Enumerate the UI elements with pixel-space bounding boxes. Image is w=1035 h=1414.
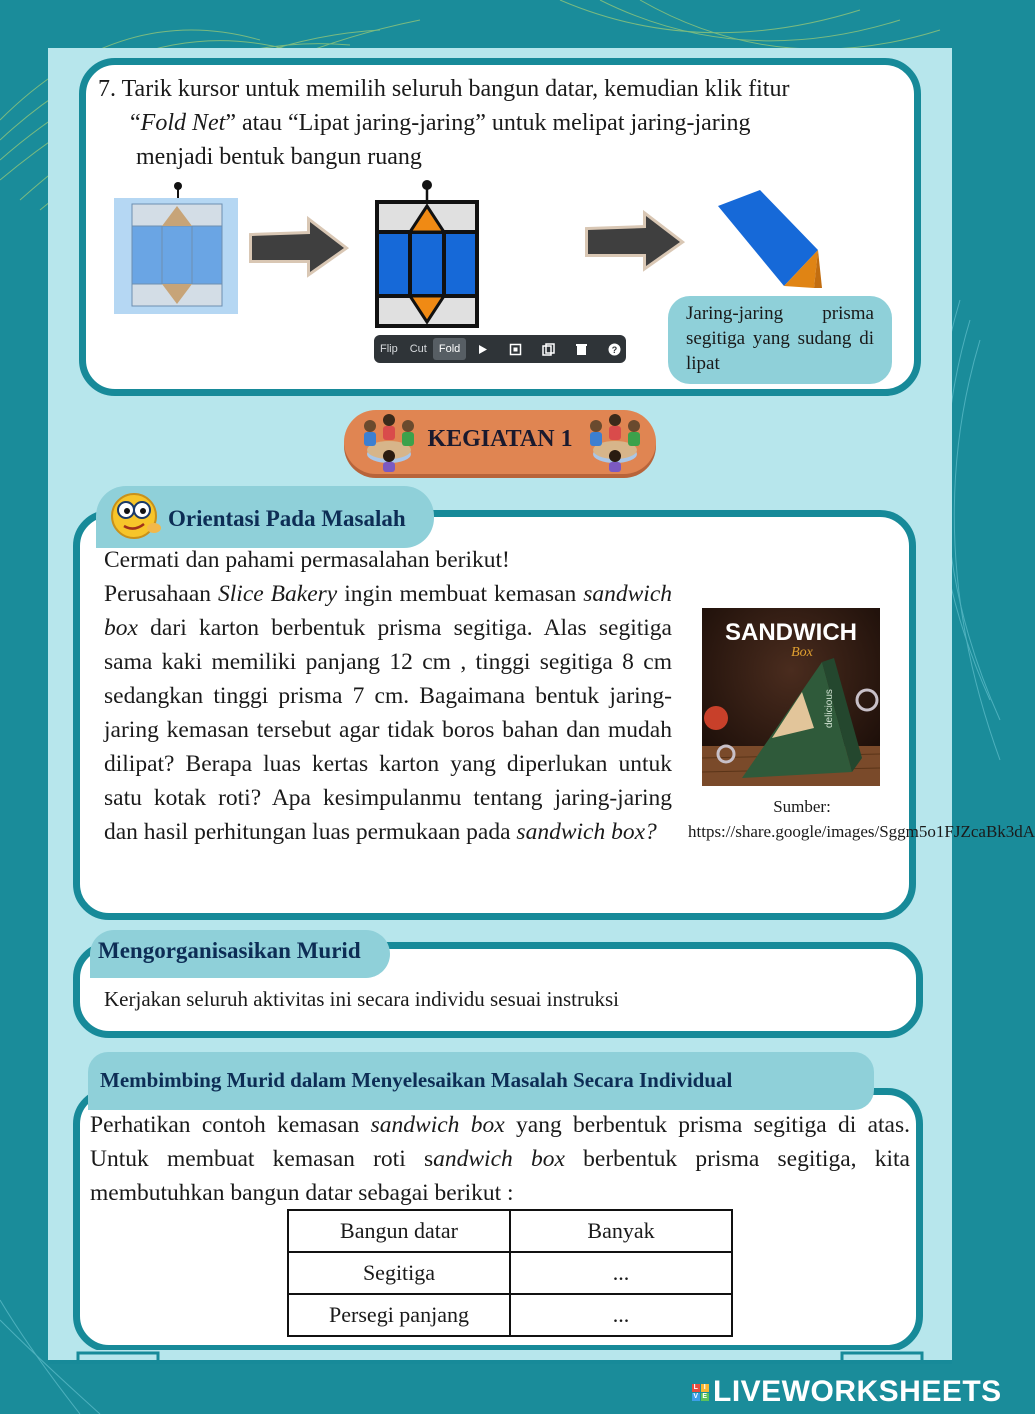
sandwich-box-photo [702, 608, 880, 786]
fold-net-button[interactable]: Fold Net [433, 338, 466, 360]
net-selected-illustration [112, 180, 242, 316]
more-icon[interactable] [635, 343, 660, 356]
membimbing-tab: Membimbing Murid dalam Menyelesaikan Masalah Secara Individual [88, 1052, 874, 1110]
cut-button[interactable]: Cut [409, 343, 427, 355]
table-row [288, 1252, 732, 1294]
students-icon [582, 410, 648, 474]
table-header: Banyak [510, 1210, 732, 1252]
sandwich-side-text: delicious [824, 689, 835, 728]
help-icon[interactable] [602, 343, 627, 356]
orientasi-tab: Orientasi Pada Masalah [96, 486, 434, 548]
sandwich-subtitle: Box [791, 645, 813, 660]
arrow-icon [584, 214, 684, 270]
orientasi-problem: Perusahaan Slice Bakery ingin membuat kemasan sandwich box dari karton berbentuk prisma segitiga. Alas segitiga sama kaki memiliki panjang 12 cm , tinggi segitiga 8 cm sedangkan tinggi prisma 7 cm. Bagaimana bentuk jaring-jaring kemasan tersebut agar tidak boros bahan dan mudah dilipat? Berapa luas kertas karton yang diperlukan untuk satu kotak roti? Apa kesimpulanmu tentang jaring-jaring dan hasil perhitungan luas permukaan pada sandwich box? [104, 581, 672, 845]
folded-net-callout: Jaring-jaring prisma segitiga yang sudang di lipat [668, 296, 892, 384]
membimbing-text: Perhatikan contoh kemasan sandwich box yang berbentuk prisma segitiga di atas. Untuk membuat kemasan roti sandwich box berbentuk prisma segitiga, kita membutuhkan bangun datar sebagai berikut : [90, 1112, 911, 1206]
orientasi-intro: Cermati dan pahami permasalahan berikut! [104, 547, 510, 573]
thinking-face-icon [104, 490, 166, 542]
answer-cell[interactable]: ... [510, 1252, 732, 1294]
table-cell: Segitiga [288, 1252, 510, 1294]
select-icon[interactable] [503, 343, 528, 356]
image-source: Sumber: https://share.google/images/Sggm5o1FJZcaBk3dA [688, 797, 1035, 841]
liveworksheets-logo[interactable] [692, 1374, 1002, 1410]
sandwich-title: SANDWICH [725, 619, 857, 646]
liveworksheets-brand: LIVEWORKSHEETS [713, 1375, 1002, 1408]
answer-cell[interactable]: ... [510, 1294, 732, 1336]
footer-decoration [48, 1350, 952, 1364]
arrow-icon [248, 220, 348, 276]
folded-prism-illustration [714, 188, 824, 296]
shapes-table [287, 1209, 733, 1337]
organisasi-text: Kerjakan seluruh aktivitas ini secara individu sesuai instruksi [104, 987, 619, 1011]
play-icon[interactable] [470, 343, 495, 356]
net-prism-illustration [372, 178, 482, 330]
table-cell: Persegi panjang [288, 1294, 510, 1336]
flip-button[interactable]: Flip [380, 343, 398, 355]
fold-net-toolbar [374, 335, 626, 377]
kegiatan-title: KEGIATAN 1 [427, 426, 573, 452]
copy-icon[interactable] [536, 343, 561, 356]
table-header: Bangun datar [288, 1210, 510, 1252]
table-header-row [288, 1210, 732, 1252]
organisasi-tab: Mengorganisasikan Murid [90, 930, 390, 978]
table-row [288, 1294, 732, 1336]
delete-icon[interactable] [569, 343, 594, 356]
liveworksheets-logo-icon: L I V E [693, 1383, 708, 1400]
svg-text:?: ? [612, 344, 618, 355]
kegiatan-banner [344, 410, 656, 474]
step7-instruction: 7. Tarik kursor untuk memilih seluruh bangun datar, kemudian klik fitur “Fold Net” atau “Lipat jaring-jaring” untuk melipat jaring-jaring menjadi bentuk bangun ruang [98, 76, 790, 170]
